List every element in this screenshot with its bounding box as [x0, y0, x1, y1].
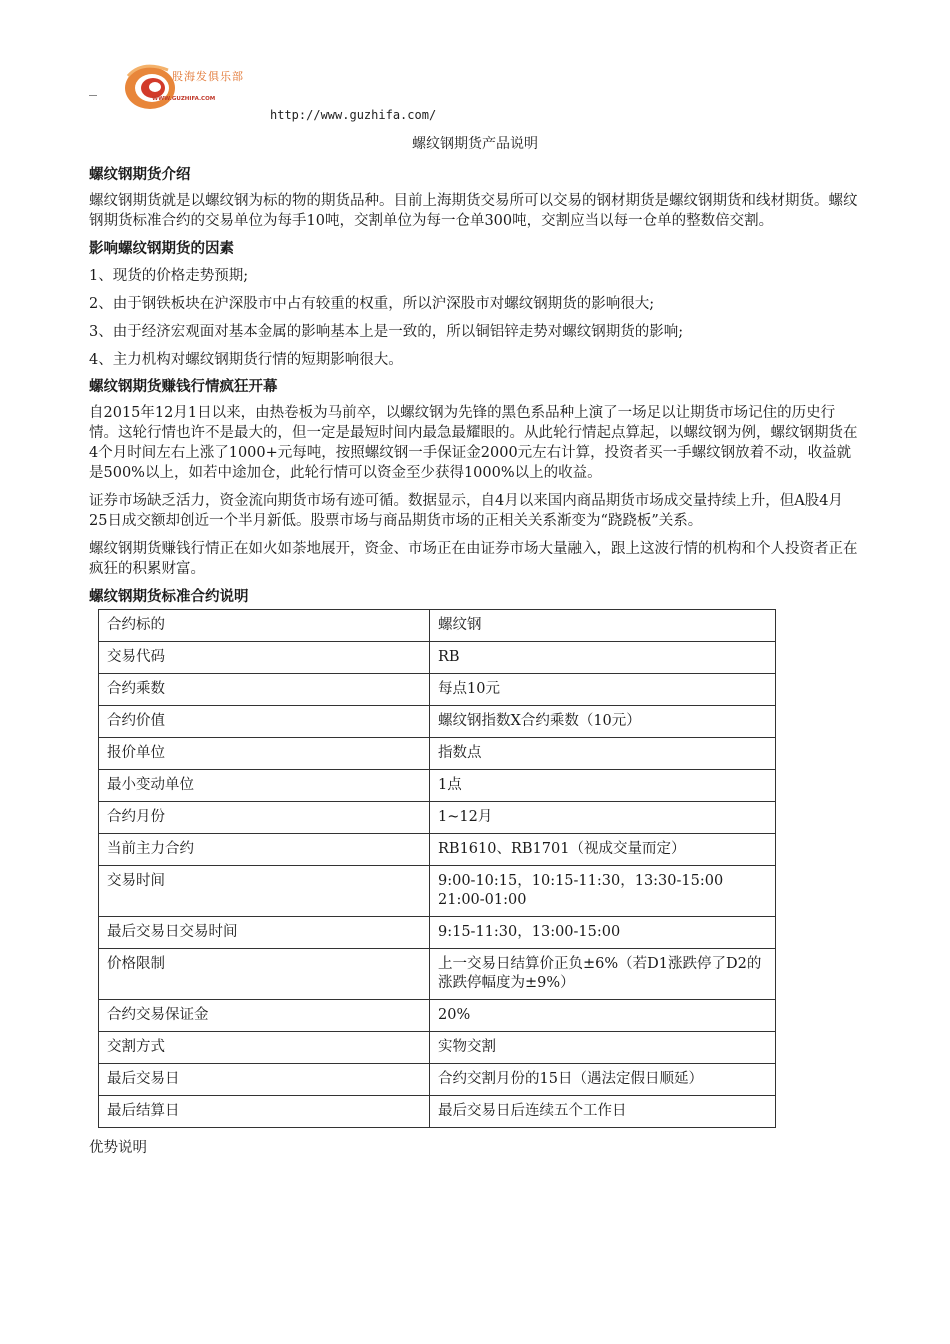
rally-paragraph: 自2015年12月1日以来，由热卷板为马前卒，以螺纹钢为先锋的黑色系品种上演了一场足以让期货市场记住的历史行情。这轮行情也许不是最大的，但一定是最短时间内最急最耀眼的。从此轮行情起点算起，以螺纹钢为例，螺纹钢期货在4个月时间左右上涨了1000+元每吨，按照螺纹钢一手保证金2000元左右计算，投资者买一手螺纹钢放着不动，收益就是500%以上，如若中途加仓，此轮行情可以资金至少获得1000%以上的收益。 [89, 405, 858, 481]
table-row [99, 674, 776, 706]
advantages-label: 优势说明 [89, 1140, 147, 1156]
table-cell-value: 上一交易日结算价正负±6%（若D1涨跌停了D2的涨跌停幅度为±9%） [430, 949, 776, 1000]
table-row [99, 1000, 776, 1032]
site-url[interactable]: http://www.guzhifa.com/ [270, 108, 437, 122]
table-cell-value: 20% [430, 1000, 776, 1032]
document-title: 螺纹钢期货产品说明 [412, 136, 538, 152]
table-cell-key: 交割方式 [99, 1032, 430, 1064]
table-row [99, 706, 776, 738]
factor-item: 4、主力机构对螺纹钢期货行情的短期影响很大。 [89, 352, 403, 368]
table-cell-key: 最后交易日 [99, 1064, 430, 1096]
logo-text-cn: 股海发俱乐部 [172, 70, 244, 83]
table-cell-key: 交易时间 [99, 866, 430, 917]
table-cell-value: 1~12月 [430, 802, 776, 834]
table-cell-value: 9:15-11:30，13:00-15:00 [430, 917, 776, 949]
table-cell-value: 最后交易日后连续五个工作日 [430, 1096, 776, 1128]
table-row [99, 1096, 776, 1128]
factor-item: 3、由于经济宏观面对基本金属的影响基本上是一致的，所以铜铝锌走势对螺纹钢期货的影响; [89, 324, 684, 340]
intro-paragraph: 螺纹钢期货就是以螺纹钢为标的物的期货品种。目前上海期货交易所可以交易的钢材期货是螺纹钢期货和线材期货。螺纹钢期货标准合约的交易单位为每手10吨，交割单位为每一仓单300吨，交割应当以每一仓单的整数倍交割。 [89, 193, 858, 229]
table-cell-value: RB1610、RB1701（视成交量而定） [430, 834, 776, 866]
table-cell-key: 价格限制 [99, 949, 430, 1000]
section-heading-rally: 螺纹钢期货赚钱行情疯狂开幕 [89, 379, 278, 395]
table-row [99, 917, 776, 949]
table-row [99, 642, 776, 674]
table-cell-value: 螺纹钢指数X合约乘数（10元） [430, 706, 776, 738]
guzhifa-logo [122, 62, 262, 112]
table-row [99, 866, 776, 917]
page-header [0, 0, 950, 130]
table-row [99, 1032, 776, 1064]
document-body [89, 130, 861, 1157]
table-row [99, 802, 776, 834]
table-cell-key: 合约乘数 [99, 674, 430, 706]
section-heading-factors: 影响螺纹钢期货的因素 [89, 241, 234, 257]
rally-paragraph: 螺纹钢期货赚钱行情正在如火如荼地展开，资金、市场正在由证券市场大量融入，跟上这波行情的机构和个人投资者正在疯狂的积累财富。 [89, 541, 858, 577]
table-cell-value: 实物交割 [430, 1032, 776, 1064]
table-cell-value: 9:00-10:15，10:15-11:30，13:30-15:00 21:00-01:00 [430, 866, 776, 917]
table-cell-key: 合约标的 [99, 610, 430, 642]
table-row [99, 610, 776, 642]
table-cell-value: 1点 [430, 770, 776, 802]
section-heading-intro: 螺纹钢期货介绍 [89, 167, 191, 183]
rally-paragraph: 证券市场缺乏活力，资金流向期货市场有迹可循。数据显示，自4月以来国内商品期货市场成交量持续上升，但A股4月25日成交额却创近一个半月新低。股票市场与商品期货市场的正相关关系渐变为“跷跷板”关系。 [89, 493, 843, 529]
table-cell-value: 每点10元 [430, 674, 776, 706]
header-dash [89, 95, 97, 96]
table-cell-key: 当前主力合约 [99, 834, 430, 866]
table-cell-key: 合约月份 [99, 802, 430, 834]
table-cell-value: 螺纹钢 [430, 610, 776, 642]
table-cell-key: 最小变动单位 [99, 770, 430, 802]
section-heading-contract: 螺纹钢期货标准合约说明 [89, 589, 249, 605]
logo-text-en: WWW.GUZHIFA.COM [152, 96, 216, 102]
table-cell-key: 合约价值 [99, 706, 430, 738]
table-cell-key: 最后交易日交易时间 [99, 917, 430, 949]
table-row [99, 834, 776, 866]
table-row [99, 738, 776, 770]
table-cell-key: 最后结算日 [99, 1096, 430, 1128]
table-cell-key: 交易代码 [99, 642, 430, 674]
table-cell-key: 报价单位 [99, 738, 430, 770]
table-cell-value: 指数点 [430, 738, 776, 770]
table-cell-key: 合约交易保证金 [99, 1000, 430, 1032]
contract-spec-table [98, 609, 776, 1128]
factor-item: 1、现货的价格走势预期; [89, 268, 249, 284]
table-cell-value: 合约交割月份的15日（遇法定假日顺延） [430, 1064, 776, 1096]
table-row [99, 1064, 776, 1096]
table-row [99, 949, 776, 1000]
table-cell-value: RB [430, 642, 776, 674]
factor-item: 2、由于钢铁板块在沪深股市中占有较重的权重，所以沪深股市对螺纹钢期货的影响很大; [89, 296, 655, 312]
table-row [99, 770, 776, 802]
